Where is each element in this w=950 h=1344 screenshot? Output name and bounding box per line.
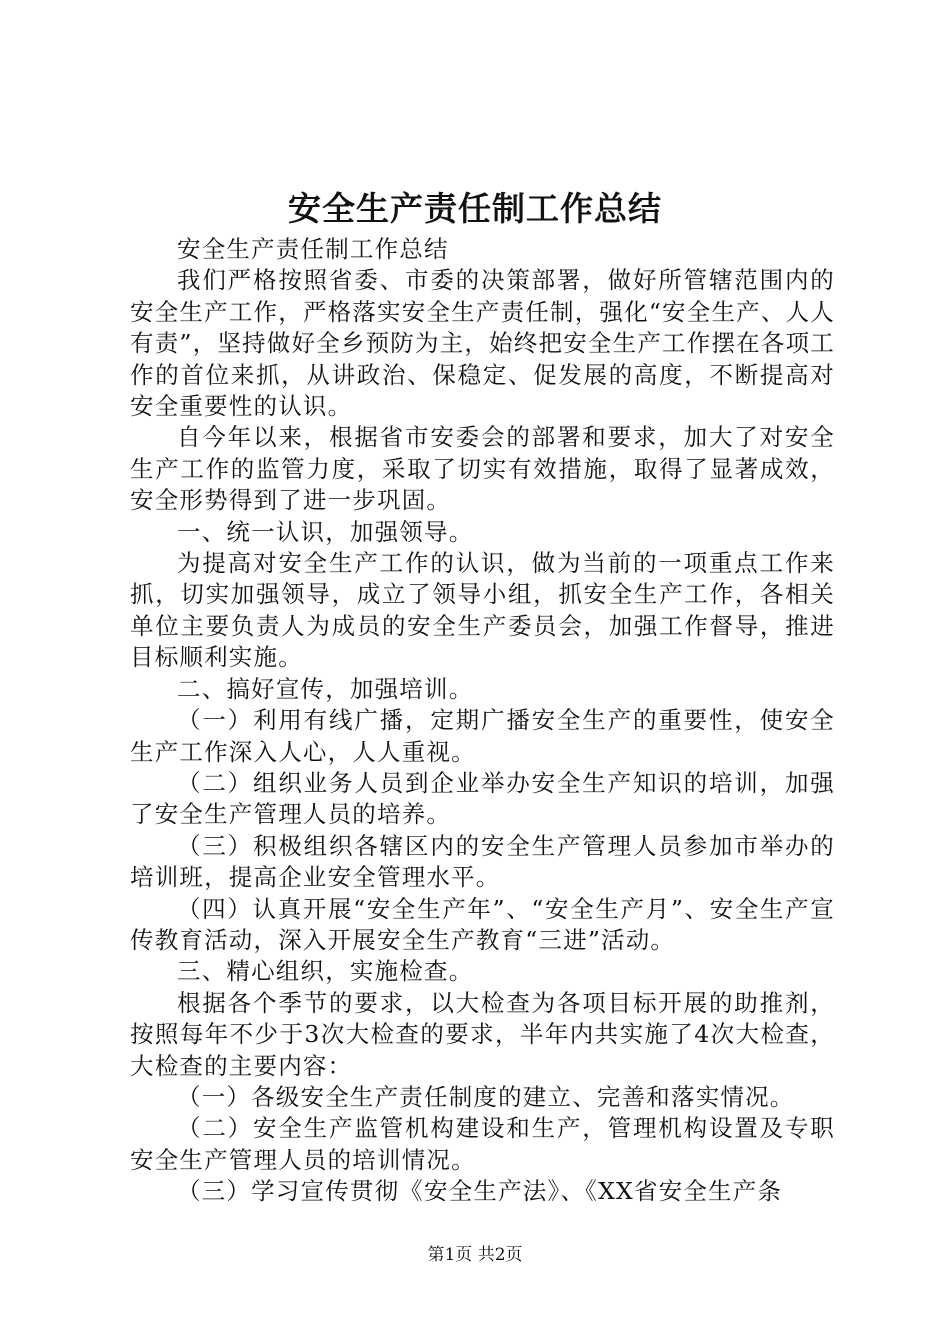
document-title: 安全生产责任制工作总结: [288, 189, 662, 228]
paragraph: 为提高对安全生产工作的认识，做为当前的一项重点工作来抓，切实加强领导，成立了领导小组，抓安全生产工作，各相关单位主要负责人为成员的安全生产委员会，加强工作督导，推进目标顺利实施。: [130, 549, 835, 672]
document-body: [130, 234, 835, 1208]
list-item: （一）利用有线广播，定期广播安全生产的重要性，使安全生产工作深入人心，人人重视。: [130, 706, 835, 766]
page-footer: 第1页 共2页: [427, 1245, 523, 1265]
list-item: （三）学习宣传贯彻《安全生产法》、《XX省安全生产条: [177, 1177, 783, 1206]
section-heading: 二、搞好宣传，加强培训。: [177, 674, 474, 703]
list-item: （三）积极组织各辖区内的安全生产管理人员参加市举办的培训班，提高企业安全管理水平。: [130, 831, 835, 892]
section-heading: 三、精心组织，实施检查。: [177, 957, 474, 986]
list-item: （四）认真开展“安全生产年”、“安全生产月”、安全生产宣传教育活动，深入开展安全生产教育“三进”活动。: [130, 894, 835, 954]
list-item: （二）安全生产监管机构建设和生产，管理机构设置及专职安全生产管理人员的培训情况。: [130, 1114, 835, 1174]
paragraph: 自今年以来，根据省市安委会的部署和要求，加大了对安全生产工作的监管力度，采取了切实有效措施，取得了显著成效，安全形势得到了进一步巩固。: [130, 423, 835, 515]
list-item: （一）各级安全生产责任制度的建立、完善和落实情况。: [177, 1082, 795, 1111]
list-item: （二）组织业务人员到企业举办安全生产知识的培训，加强了安全生产管理人员的培养。: [130, 768, 835, 829]
section-heading: 一、统一认识，加强领导。: [177, 517, 474, 546]
paragraph: 安全生产责任制工作总结: [177, 235, 449, 263]
paragraph: 根据各个季节的要求，以大检查为各项目标开展的助推剂，按照每年不少于3次大检查的要求，半年内共实施了4次大检查，大检查的主要内容：: [130, 988, 835, 1080]
paragraph: 我们严格按照省委、市委的决策部署，做好所管辖范围内的安全生产工作，严格落实安全生产责任制，强化“安全生产、人人有责”，坚持做好全乡预防为主，始终把安全生产工作摆在各项工作的首位来抓，从讲政治、保稳定、促发展的高度，不断提高对安全重要性的认识。: [130, 266, 835, 421]
